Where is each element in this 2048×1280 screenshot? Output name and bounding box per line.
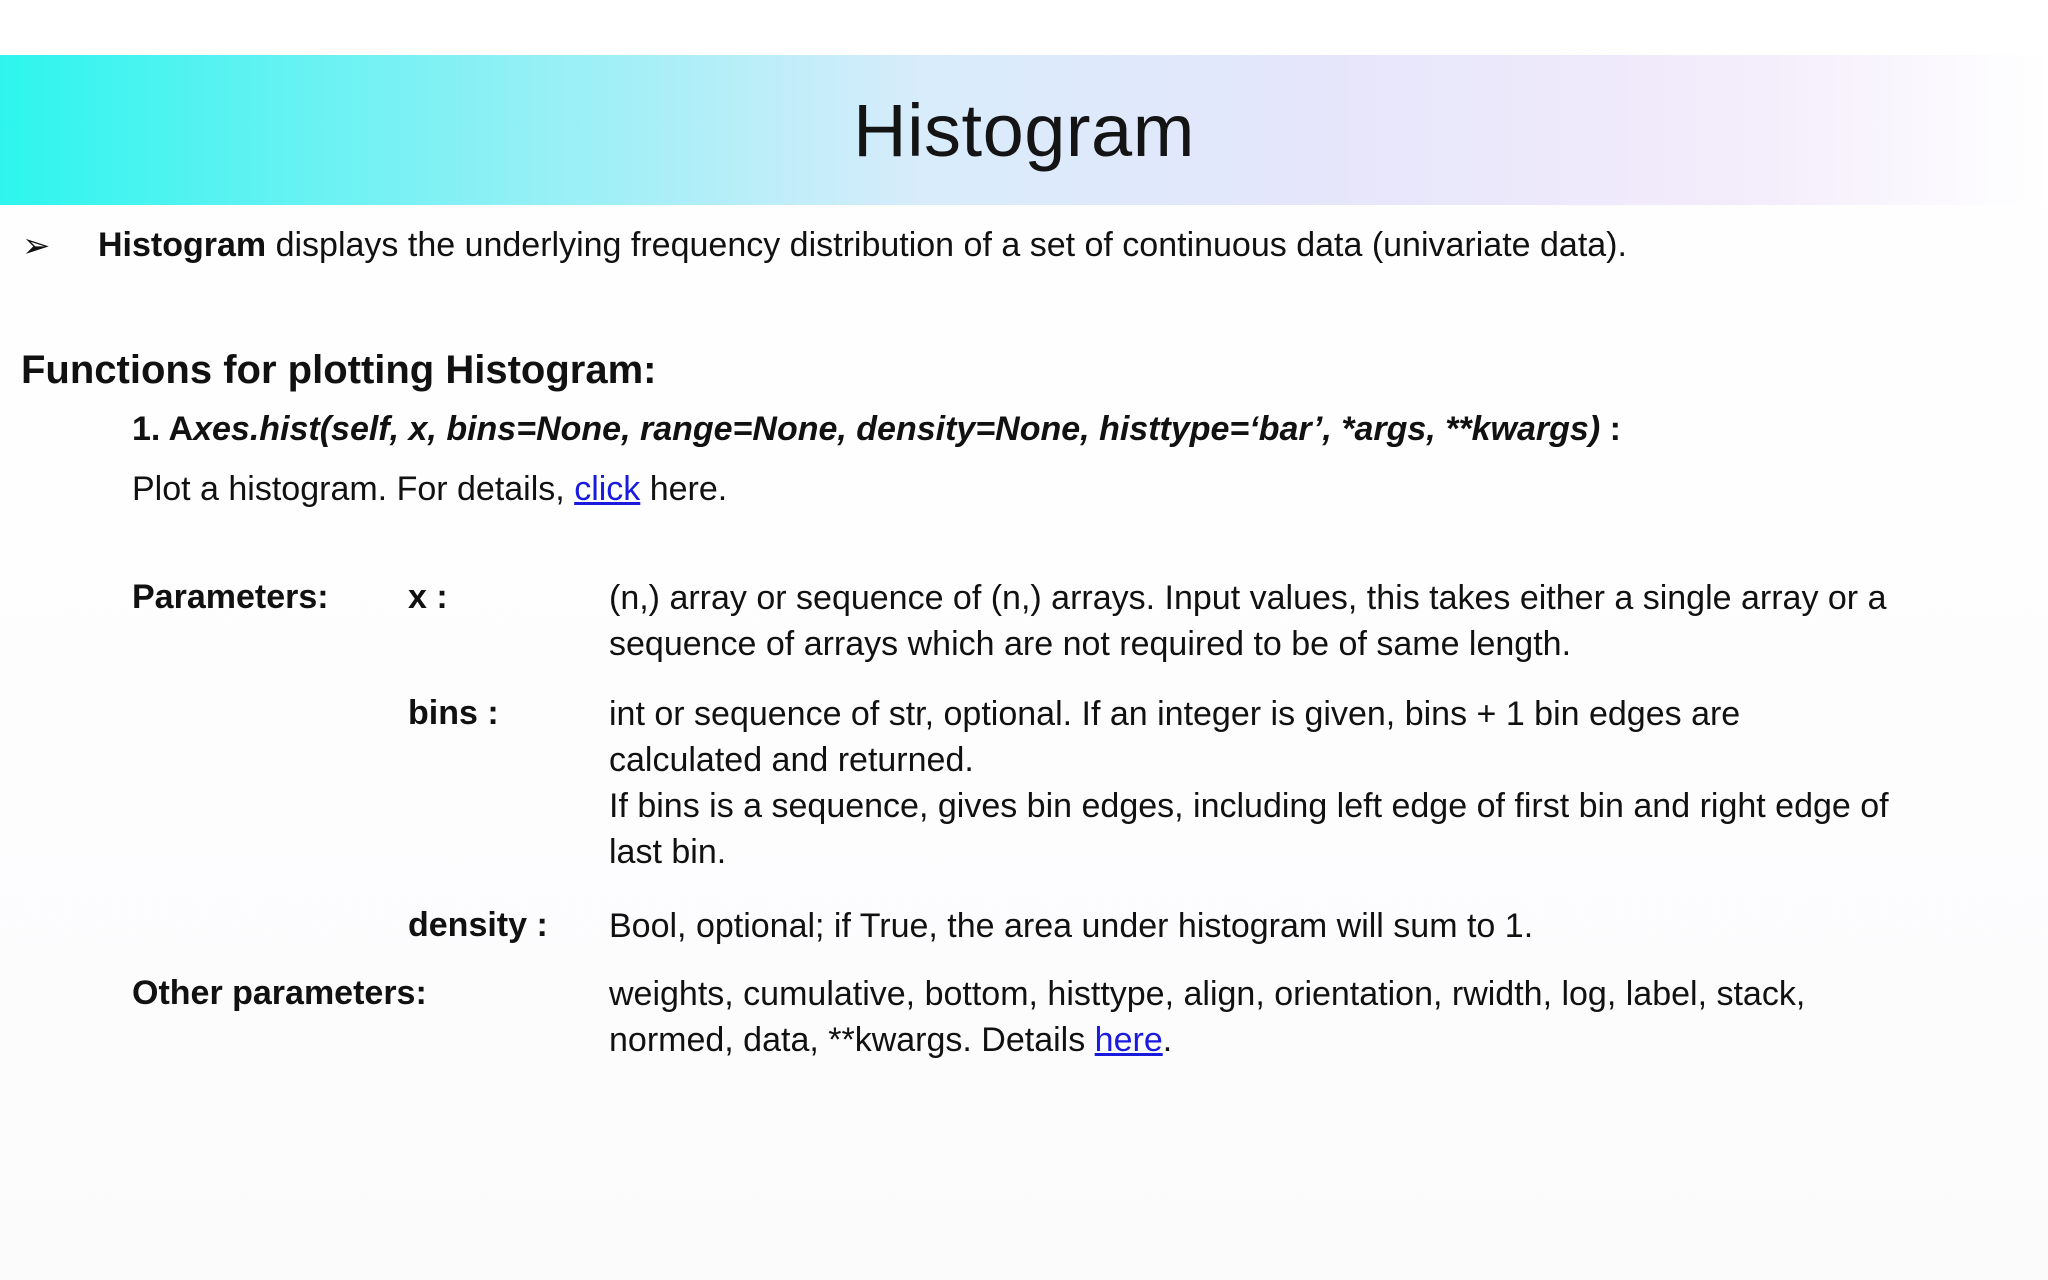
intro-bold: Histogram bbox=[98, 226, 267, 264]
here-link[interactable]: here bbox=[1094, 1021, 1163, 1059]
other-line-2-end: . bbox=[1162, 1021, 1173, 1059]
param-desc-density bbox=[609, 903, 2048, 949]
function-number: 1. A bbox=[132, 410, 194, 448]
param-desc-line: If bins is a sequence, gives bin edges, including left edge of first bin and right edge of bbox=[609, 787, 1889, 825]
section-heading: Functions for plotting Histogram: bbox=[21, 348, 657, 392]
other-line-2-text: normed, data, **kwargs. Details bbox=[609, 1021, 1095, 1059]
param-desc-line: Bool, optional; if True, the area under histogram will sum to 1. bbox=[609, 907, 1534, 945]
desc-before: Plot a histogram. For details, bbox=[132, 470, 575, 508]
other-line-1: weights, cumulative, bottom, histtype, align, orientation, rwidth, log, label, stack, bbox=[609, 975, 1806, 1013]
click-link[interactable]: click bbox=[574, 470, 641, 508]
other-line-2 bbox=[609, 1017, 2048, 1063]
function-suffix: : bbox=[1600, 410, 1621, 448]
param-desc-line: sequence of arrays which are not required to be of same length. bbox=[609, 625, 1572, 663]
other-parameters-desc bbox=[609, 971, 2048, 1063]
param-name-bins: bins : bbox=[408, 694, 499, 732]
param-desc-line: int or sequence of str, optional. If an integer is given, bins + 1 bin edges are bbox=[609, 695, 1741, 733]
param-desc-bins bbox=[609, 691, 2048, 875]
param-desc-line: last bin. bbox=[609, 833, 727, 871]
function-description bbox=[132, 470, 727, 509]
intro-rest: displays the underlying frequency distribution of a set of continuous data (univariate data). bbox=[266, 226, 1627, 264]
parameters-label: Parameters: bbox=[132, 578, 329, 616]
param-name-density: density : bbox=[408, 906, 548, 944]
arrow-bullet-icon: ➢ bbox=[22, 227, 51, 265]
other-parameters-label: Other parameters: bbox=[132, 974, 427, 1012]
desc-after: here. bbox=[640, 470, 728, 508]
slide-title: Histogram bbox=[853, 88, 1195, 172]
function-signature bbox=[132, 410, 1621, 449]
param-desc-line: (n,) array or sequence of (n,) arrays. Input values, this takes either a single array or a bbox=[609, 579, 1887, 617]
param-desc-x bbox=[609, 575, 2048, 667]
param-name-x: x : bbox=[408, 578, 448, 616]
intro-text bbox=[98, 226, 1627, 265]
param-desc-line: calculated and returned. bbox=[609, 741, 974, 779]
function-name: xes.hist(self, x, bins=None, range=None, density=None, histtype=‘bar’, *args, **kwargs) bbox=[193, 410, 1601, 448]
